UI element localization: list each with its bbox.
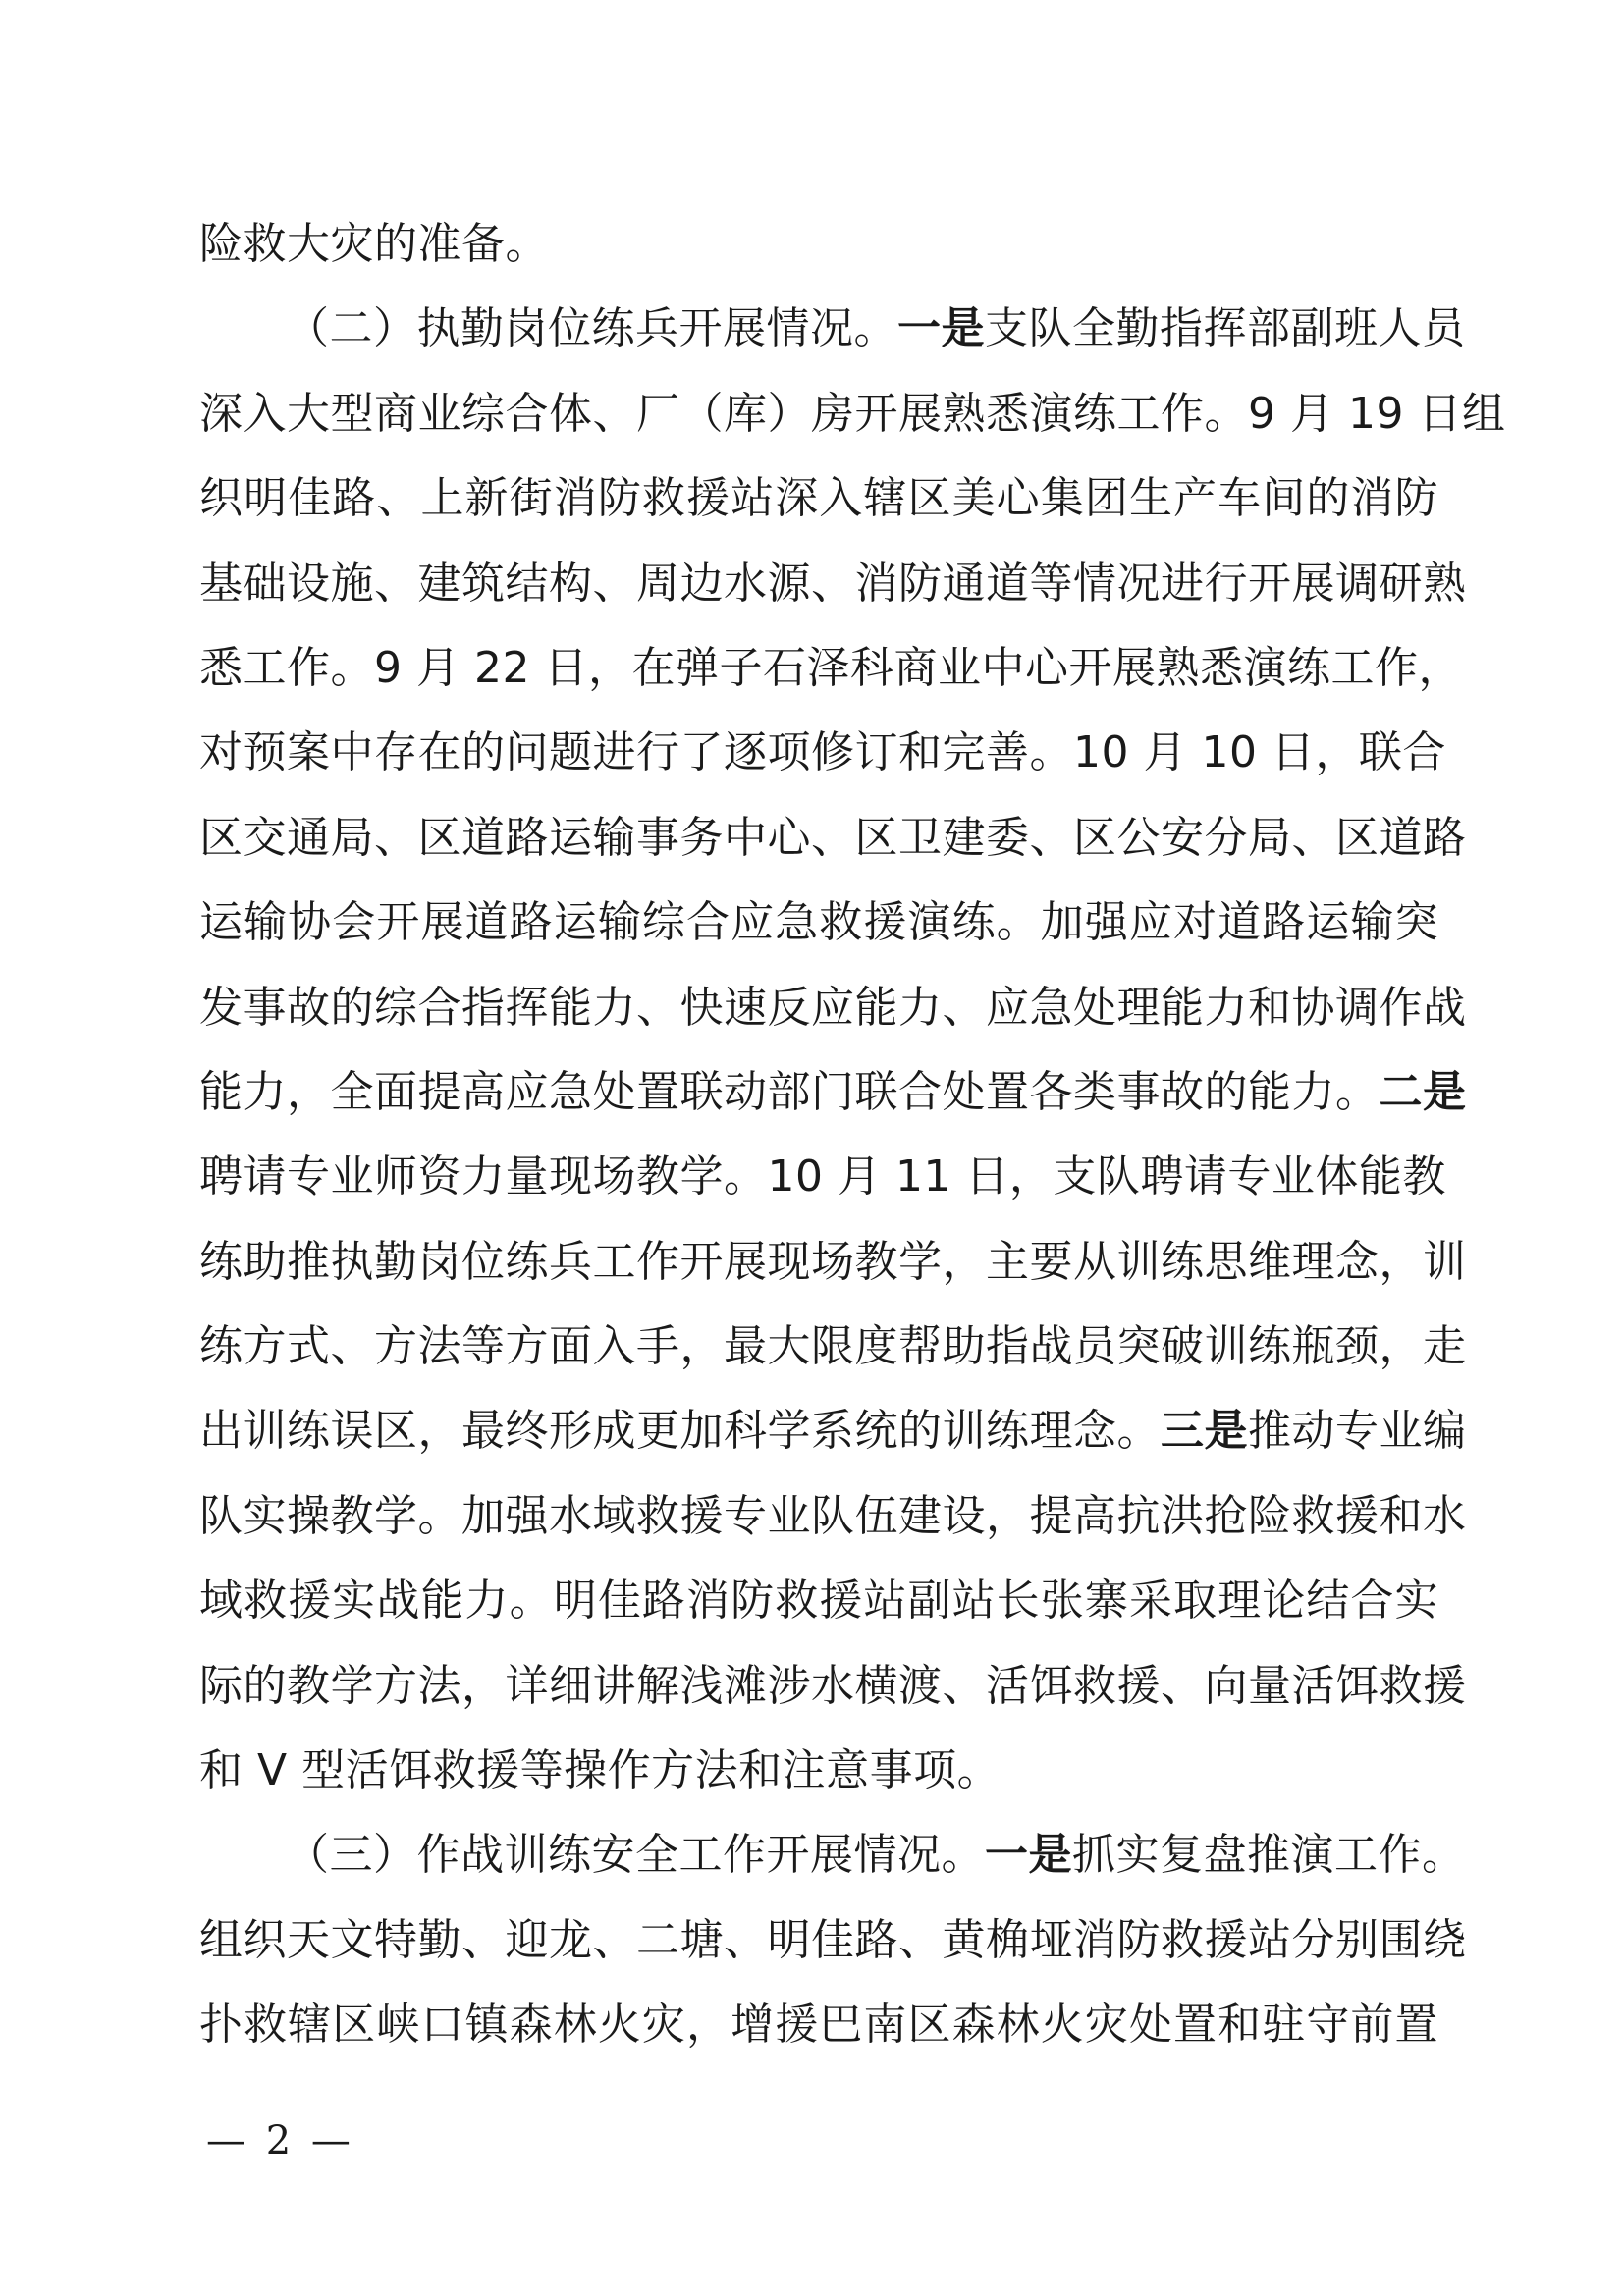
bold-text-segment: 二是 (1379, 1066, 1467, 1117)
text-segment: 出训练误区，最终形成更加科学系统的训练理念。 (199, 1406, 1161, 1457)
text-segment: （二）执勤岗位练兵开展情况。 (286, 303, 897, 354)
text-line (199, 1474, 1467, 1559)
text-line (199, 456, 1438, 541)
text-segment: 练助推执勤岗位练兵工作开展现场教学，主要从训练思维理念，训 (199, 1236, 1467, 1287)
text-segment: 扑救辖区峡口镇森林火灾，增援巴南区森林火灾处置和驻守前置 (199, 2000, 1438, 2051)
text-segment: 队实操教学。加强水域救援专业队伍建设，提高抗洪抢险救援和水 (199, 1490, 1467, 1541)
text-segment: 能力，全面提高应急处置联动部门联合处置各类事故的能力。 (199, 1066, 1380, 1117)
text-segment: 际的教学方法，详细讲解浅滩涉水横渡、活饵救援、向量活饵救援 (199, 1660, 1467, 1711)
text-line (199, 1220, 1467, 1305)
text-line (199, 1305, 1467, 1389)
text-line (199, 202, 1438, 287)
bold-text-segment: 一是 (897, 303, 985, 354)
text-line (199, 1050, 1467, 1135)
text-segment: 和 V 型活饵救援等操作方法和注意事项。 (199, 1745, 1001, 1796)
text-line (199, 1983, 1438, 2067)
text-segment: 推动专业编 (1248, 1406, 1467, 1457)
text-line (199, 1729, 1438, 1813)
text-line (199, 1644, 1467, 1729)
text-line (199, 881, 1438, 965)
text-line (199, 1813, 1466, 1897)
text-segment: 域救援实战能力。明佳路消防救援站副站长张寨采取理论结合实 (199, 1575, 1438, 1627)
text-line (199, 372, 1506, 456)
text-line (199, 966, 1467, 1050)
text-segment: 聘请专业师资力量现场教学。10 月 11 日，支队聘请专业体能教 (199, 1151, 1446, 1202)
text-segment: 练方式、方法等方面入手，最大限度帮助指战员突破训练瓶颈，走 (199, 1321, 1467, 1372)
text-line (199, 711, 1446, 795)
text-line (199, 1389, 1467, 1473)
text-segment: 运输协会开展道路运输综合应急救援演练。加强应对道路运输突 (199, 897, 1438, 948)
text-line (199, 1135, 1446, 1219)
text-segment: 区交通局、区道路运输事务中心、区卫建委、区公安分局、区道路 (199, 812, 1467, 863)
text-line (199, 1898, 1467, 1983)
text-segment: 组织天文特勤、迎龙、二塘、明佳路、黄桷垭消防救援站分别围绕 (199, 1914, 1467, 1965)
text-segment: 支队全勤指挥部副班人员 (985, 303, 1466, 354)
text-line (199, 1559, 1438, 1643)
page-number: — 2 — (206, 2118, 354, 2163)
bold-text-segment: 一是 (985, 1830, 1072, 1881)
text-segment: 悉工作。9 月 22 日，在弹子石泽科商业中心开展熟悉演练工作， (199, 642, 1462, 693)
document-body (199, 202, 1506, 2068)
text-segment: （三）作战训练安全工作开展情况。 (286, 1830, 985, 1881)
text-segment: 基础设施、建筑结构、周边水源、消防通道等情况进行开展调研熟 (199, 558, 1467, 609)
text-segment: 抓实复盘推演工作。 (1072, 1830, 1466, 1881)
text-segment: 对预案中存在的问题进行了逐项修订和完善。10 月 10 日，联合 (199, 727, 1446, 778)
text-segment: 织明佳路、上新街消防救援站深入辖区美心集团生产车间的消防 (199, 473, 1438, 524)
text-line (199, 796, 1467, 881)
text-segment: 深入大型商业综合体、厂（库）房开展熟悉演练工作。9 月 19 日组 (199, 388, 1506, 439)
bold-text-segment: 三是 (1161, 1406, 1248, 1457)
text-line (199, 542, 1467, 626)
text-line (199, 287, 1466, 371)
text-line (199, 626, 1462, 711)
text-segment: 发事故的综合指挥能力、快速反应能力、应急处理能力和协调作战 (199, 982, 1467, 1033)
text-segment: 险救大灾的准备。 (199, 219, 549, 269)
